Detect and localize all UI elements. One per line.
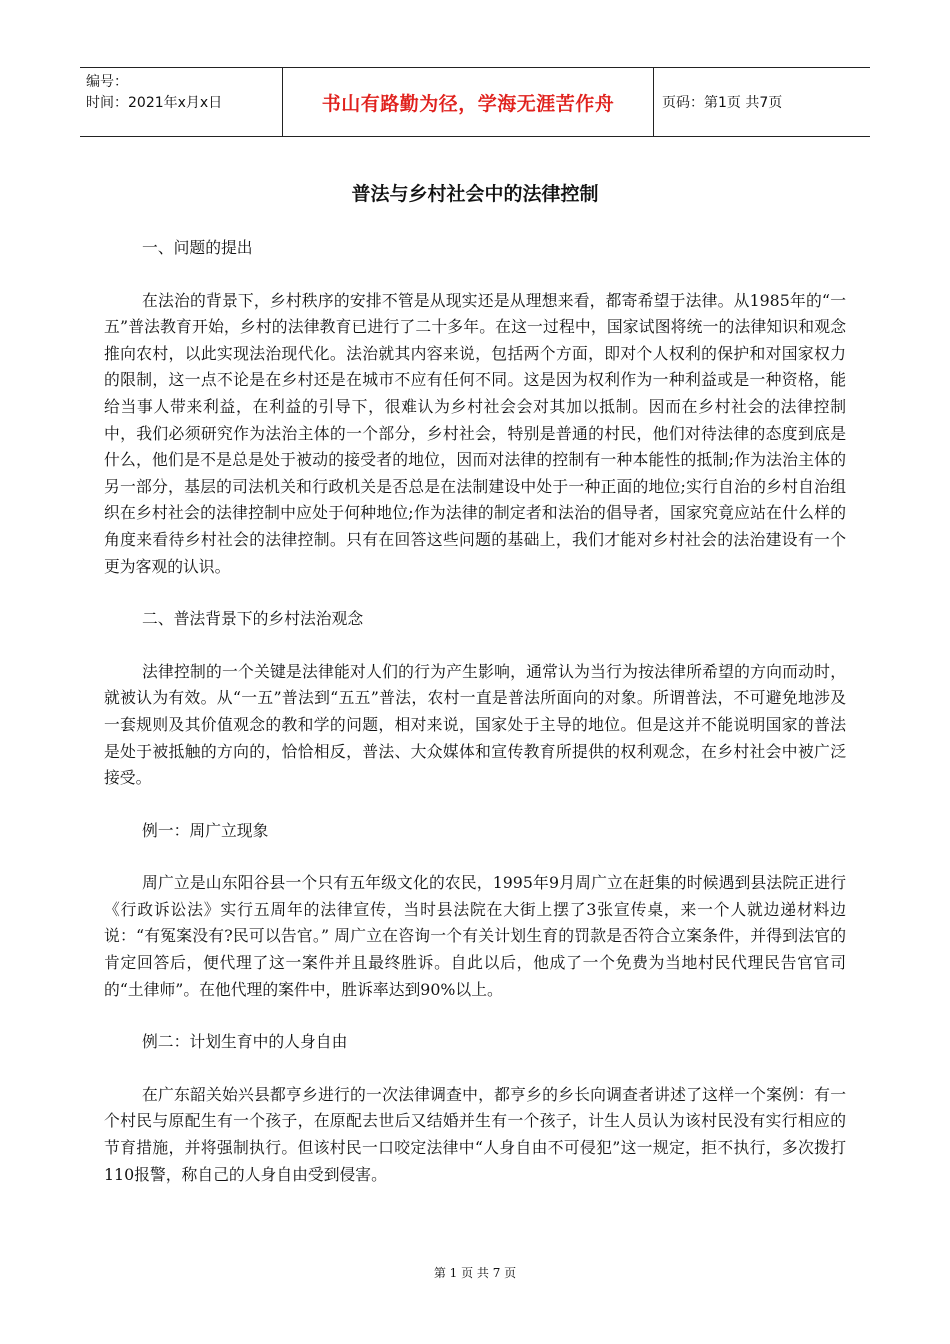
paragraph-2: 法律控制的一个关键是法律能对人们的行为产生影响，通常认为当行为按法律所希望的方向而动时，就被认为有效。从“一五”普法到“五五”普法，农村一直是普法所面向的对象。所谓普法，不可避免地涉及一套规则及其价值观念的教和学的问题，相对来说，国家处于主导的地位。但是这并不能说明国家的普法是处于被抵触的方向的，恰恰相反，普法、大众媒体和宣传教育所提供的权利观念，在乡村社会中被广泛接受。	[104, 661, 846, 788]
number-label: 编号：	[86, 74, 128, 90]
paragraph-1: 在法治的背景下，乡村秩序的安排不管是从现实还是从理想来看，都寄希望于法律。从1985年的“一五”普法教育开始，乡村的法律教育已进行了二十多年。在这一过程中，国家试图将统一的法律知识和观念推向农村，以此实现法治现代化。法治就其内容来说，包括两个方面，即对个人权利的保护和对国家权力的限制，这一点不论是在乡村还是在城市不应有任何不同。这是因为权利作为一种利益或是一种资格，能给当事人带来利益，在利益的引导下，很难认为乡村社会会对其加以抵制。因而在乡村社会的法律控制中，我们必须研究作为法治主体的一个部分，乡村社会，特别是普通的村民，他们对待法律的态度到底是什么，他们是不是总是处于被动的接受者的地位，因而对法律的控制有一种本能性的抵制;作为法治主体的另一部分，基层的司法机关和行政机关是否总是在法制建设中处于一种正面的地位;实行自治的乡村自治组织在乡村社会的法律控制中应处于何种地位;作为法律的制定者和法治的倡导者，国家究竟应站在什么样的角度来看待乡村社会的法律控制。只有在回答这些问题的基础上，我们才能对乡村社会的法治建设有一个更为客观的认识。	[104, 290, 846, 576]
section-heading-1: 一、问题的提出	[142, 238, 253, 257]
document-body	[104, 235, 846, 1214]
section-heading-2: 二、普法背景下的乡村法治观念	[142, 609, 364, 629]
paragraph-4: 在广东韶关始兴县都亨乡进行的一次法律调查中，都亨乡的乡长向调查者讲述了这样一个案例：有一个村民与原配生有一个孩子，在原配去世后又结婚并生有一个孩子，计生人员认为该村民没有实行相应的节育措施，并将强制执行。但该村民一口咬定法律中“人身自由不可侵犯”这一规定，拒不执行，多次拨打110报警，称自己的人身自由受到侵害。	[104, 1084, 846, 1184]
page-header	[80, 67, 870, 137]
header-motto: 书山有路勤为径，学海无涯苦作舟	[282, 68, 654, 136]
page-footer: 第 1 页 共 7 页	[433, 1266, 517, 1280]
example-heading-2: 例二：计划生育中的人身自由	[142, 1032, 348, 1052]
example-heading-1: 例一：周广立现象	[142, 820, 269, 840]
paragraph-3: 周广立是山东阳谷县一个只有五年级文化的农民，1995年9月周广立在赶集的时候遇到县法院正进行《行政诉讼法》实行五周年的法律宣传，当时县法院在大街上摆了3张宣传桌，来一个人就边递材料边说：“有冤案没有?民可以告官。” 周广立在咨询一个有关计划生育的罚款是否符合立案条件，并得到法官的肯定回答后，便代理了这一案件并且最终胜诉。自此以后，他成了一个免费为当地村民代理民告官官司的“土律师”。在他代理的案件中，胜诉率达到90%以上。	[104, 873, 846, 999]
header-page-info: 页码：第1页 共7页	[662, 95, 783, 111]
document-title: 普法与乡村社会中的法律控制	[351, 183, 599, 205]
header-meta	[80, 68, 282, 136]
time-label: 时间：2021年x月x日	[86, 95, 223, 111]
